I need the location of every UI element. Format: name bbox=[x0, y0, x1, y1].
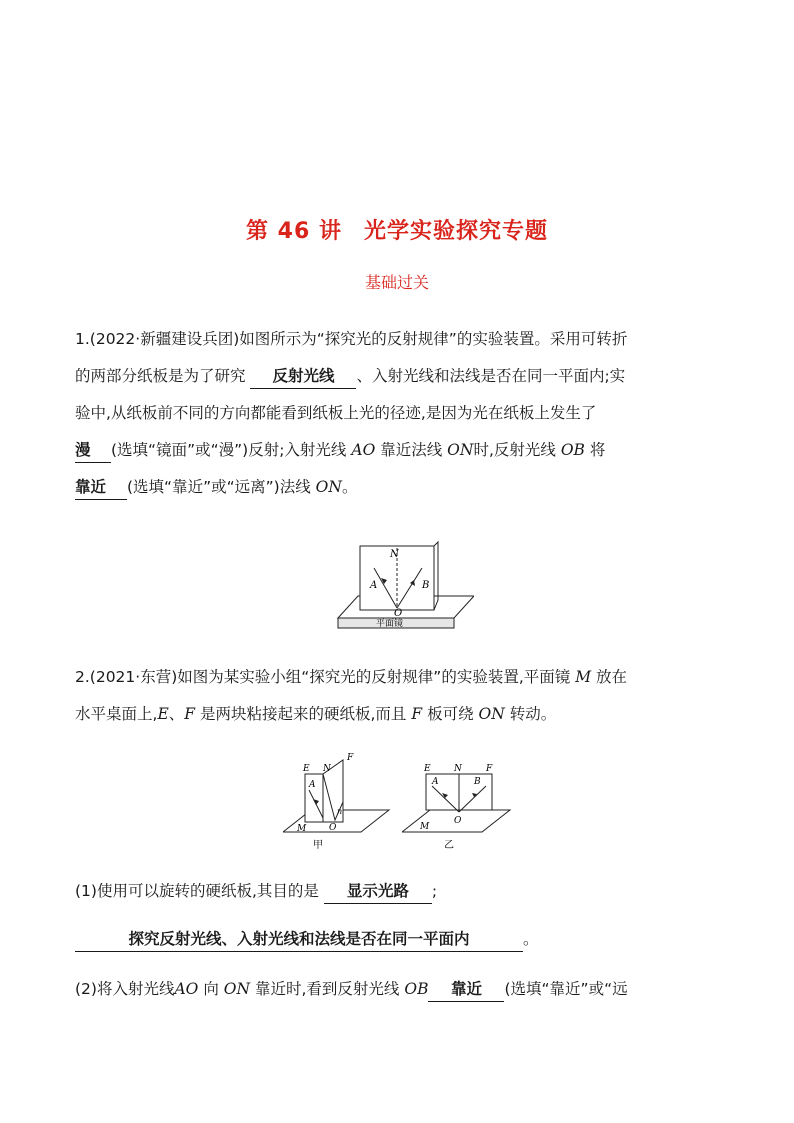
figure-yi bbox=[402, 750, 514, 854]
q2-part-2: (2)将入射光线AO 向 ON 靠近时,看到反射光线 OB 靠近 (选填“靠近”或“远 bbox=[75, 971, 720, 1008]
label-o: O bbox=[454, 816, 462, 826]
label-o: O bbox=[329, 823, 337, 833]
label-b: B bbox=[422, 580, 430, 591]
figure-reflection-board bbox=[334, 540, 474, 636]
label-f: F bbox=[347, 753, 354, 763]
label-a: A bbox=[370, 580, 378, 591]
q1-answer-1: 反射光线 bbox=[250, 364, 356, 389]
label-m: M bbox=[297, 824, 307, 834]
label-a: A bbox=[432, 777, 439, 787]
q2-answer-2: 探究反射光线、入射光线和法线是否在同一平面内 bbox=[75, 927, 523, 952]
q2-line-2: 水平桌面上,E、F 是两块粘接起来的硬纸板,而且 F 板可绕 ON 转动。 bbox=[75, 705, 557, 723]
q1-line-3: 验中,从纸板前不同的方向都能看到纸板上光的径迹,是因为光在纸板上发生了 bbox=[75, 404, 597, 422]
label-mirror: 平面镜 bbox=[376, 619, 404, 629]
q1-answer-2: 漫 bbox=[75, 438, 111, 463]
label-n: N bbox=[454, 764, 462, 774]
lecture-number: 第 46 讲 bbox=[246, 219, 342, 244]
label-e: E bbox=[303, 764, 310, 774]
question-2-parts bbox=[75, 873, 720, 1008]
label-o: O bbox=[394, 608, 403, 619]
caption-yi: 乙 bbox=[444, 840, 454, 850]
section-heading: 基础过关 bbox=[364, 273, 429, 292]
q1-line-2: 的两部分纸板是为了研究 反射光线 、入射光线和法线是否在同一平面内;实 bbox=[75, 358, 720, 395]
question-1 bbox=[75, 321, 720, 506]
question-2 bbox=[75, 659, 720, 733]
label-m: M bbox=[420, 822, 430, 832]
q1-answer-3: 靠近 bbox=[75, 475, 127, 500]
q2-answer-1: 显示光路 bbox=[324, 879, 432, 904]
q2-part-1: (1)使用可以旋转的硬纸板,其目的是 显示光路 ; bbox=[75, 873, 720, 921]
label-f: F bbox=[486, 764, 493, 774]
q2-answer-3: 靠近 bbox=[428, 977, 504, 1002]
q2-part-1-cont: 探究反射光线、入射光线和法线是否在同一平面内 。 bbox=[75, 921, 720, 971]
figure-jia bbox=[283, 750, 393, 854]
q1-line-5: 靠近 (选填“靠近”或“远离”)法线 ON。 bbox=[75, 469, 720, 506]
label-n: N bbox=[390, 549, 399, 560]
lecture-topic: 光学实验探究专题 bbox=[363, 219, 548, 244]
q1-line-4: 漫 (选填“镜面”或“漫”)反射;入射光线 AO 靠近法线 ON时,反射光线 OB 将 bbox=[75, 432, 720, 469]
label-n: N bbox=[323, 764, 331, 774]
label-n-small: n bbox=[337, 807, 343, 816]
label-b: B bbox=[474, 777, 481, 787]
label-a: A bbox=[309, 780, 316, 790]
caption-jia: 甲 bbox=[313, 840, 323, 850]
q2-line-1: 2.(2021·东营)如图为某实验小组“探究光的反射规律”的实验装置,平面镜 M 放在 bbox=[75, 668, 628, 686]
q1-line-1: 1.(2022·新疆建设兵团)如图所示为“探究光的反射规律”的实验装置。采用可转折 bbox=[75, 330, 628, 348]
label-e: E bbox=[424, 764, 431, 774]
page-title bbox=[0, 214, 794, 245]
